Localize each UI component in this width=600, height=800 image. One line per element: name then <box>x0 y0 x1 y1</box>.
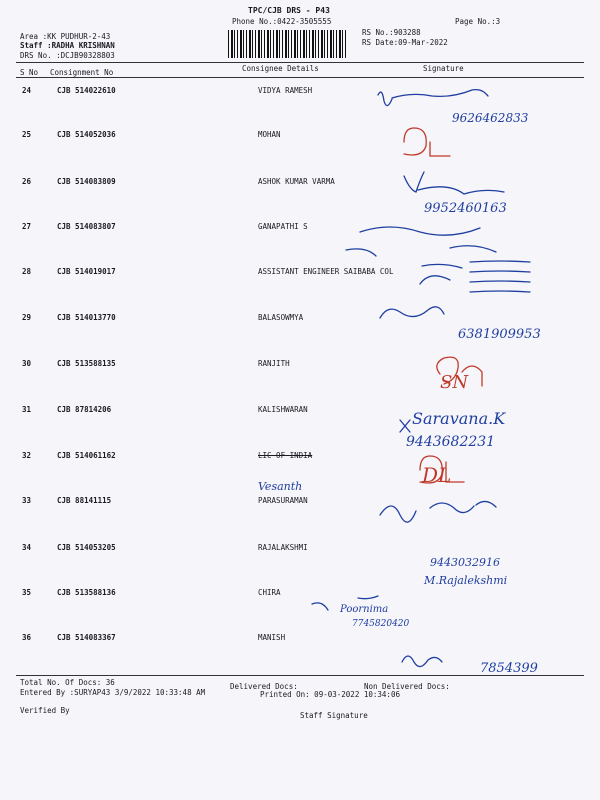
signature-stroke <box>378 90 488 106</box>
handwritten-name: M.Rajalekshmi <box>424 574 508 587</box>
rs-number: RS No.:903288 <box>362 28 421 37</box>
row-sno: 25 <box>22 130 32 139</box>
signature-stroke <box>404 172 504 194</box>
row-consignment: CJB 513588135 <box>57 359 116 368</box>
sheet-title: TPC/CJB DRS - P43 <box>248 6 330 15</box>
staff-signature: Staff Signature <box>300 711 368 720</box>
row-consignee: KALISHWARAN <box>258 405 308 414</box>
row-sno: 33 <box>22 496 32 505</box>
handwritten-phone: 9952460163 <box>424 201 507 216</box>
footer-rule <box>16 675 584 676</box>
row-consignment: CJB 514053205 <box>57 543 116 552</box>
row-consignee: MANISH <box>258 633 286 642</box>
row-consignment: CJB 513588136 <box>57 588 116 597</box>
row-sno: 28 <box>22 267 32 276</box>
row-sno: 24 <box>22 86 32 95</box>
rs-date: RS Date:09-Mar-2022 <box>362 38 448 47</box>
row-consignee: BALASOWMYA <box>258 313 304 322</box>
delivered-docs: Delivered Docs: <box>230 682 298 691</box>
handwritten-mark: SN <box>440 372 469 393</box>
row-consignment: CJB 87814206 <box>57 405 112 414</box>
verified-by: Verified By <box>20 706 70 715</box>
handwritten-phone: 9443682231 <box>406 434 496 450</box>
row-consignee: GANAPATHI S <box>258 222 308 231</box>
row-consignment: CJB 514019017 <box>57 267 116 276</box>
non-delivered-docs: Non Delivered Docs: <box>364 682 450 691</box>
entered-by: Entered By :SURYAP43 3/9/2022 10:33:48 AM <box>20 688 206 697</box>
row-consignment: CJB 88141115 <box>57 496 112 505</box>
handwritten-name: Poornima <box>340 604 389 615</box>
area-label: Area :KK PUDHUR-2-43 <box>20 32 111 41</box>
red-mark-stroke <box>404 128 450 156</box>
handwritten-phone: 6381909953 <box>458 327 541 342</box>
signature-stroke <box>400 420 410 432</box>
signature-stroke <box>380 501 496 522</box>
signature-stroke <box>380 307 444 318</box>
row-consignee: CHIRA <box>258 588 281 597</box>
row-sno: 26 <box>22 177 32 186</box>
col-signature: Signature <box>423 64 464 73</box>
row-consignee: LIC OF INDIA <box>258 451 313 460</box>
col-consignment: Consignment No <box>50 68 114 77</box>
row-consignee: PARASURAMAN <box>258 496 308 505</box>
row-consignment: CJB 514083367 <box>57 633 116 642</box>
row-consignment: CJB 514052036 <box>57 130 116 139</box>
row-consignment: CJB 514083809 <box>57 177 116 186</box>
row-consignee: MOHAN <box>258 130 281 139</box>
handwritten-mark: DL <box>422 463 452 487</box>
row-sno: 36 <box>22 633 32 642</box>
row-consignee: RAJALAKSHMI <box>258 543 308 552</box>
handwritten-phone: 7745820420 <box>352 619 410 629</box>
row-sno: 34 <box>22 543 32 552</box>
row-sno: 32 <box>22 451 32 460</box>
handwritten-phone: 7854399 <box>480 661 538 676</box>
row-consignment: CJB 514013770 <box>57 313 116 322</box>
page-number: Page No.:3 <box>455 17 501 26</box>
row-consignment: CJB 514083807 <box>57 222 116 231</box>
row-sno: 35 <box>22 588 32 597</box>
row-consignment: CJB 514022610 <box>57 86 116 95</box>
handwritten-name: Vesanth <box>258 480 303 493</box>
row-consignee: ASHOK KUMAR VARMA <box>258 177 335 186</box>
printed-on: Printed On: 09-03-2022 10:34:06 <box>260 690 400 699</box>
stamp-stroke <box>420 261 530 292</box>
drs-number: DRS No. :DCJB90328803 <box>20 51 115 60</box>
col-sno: S No <box>20 68 39 77</box>
total-docs: Total No. Of Docs: 36 <box>20 678 115 687</box>
row-consignee: RANJITH <box>258 359 290 368</box>
row-consignee: VIDYA RAMESH <box>258 86 313 95</box>
phone-number: Phone No.:0422-3505555 <box>232 17 332 26</box>
staff-label: Staff :RADHA KRISHNAN <box>20 41 115 50</box>
signature-stroke <box>402 656 442 667</box>
col-consignee: Consignee Details <box>242 64 319 73</box>
handwritten-name: Saravana.K <box>412 409 506 428</box>
row-sno: 29 <box>22 313 32 322</box>
row-sno: 30 <box>22 359 32 368</box>
handwritten-phone: 9443032916 <box>430 556 500 569</box>
row-consignee: ASSISTANT ENGINEER SAIBABA COL <box>258 267 394 276</box>
row-consignment: CJB 514061162 <box>57 451 116 460</box>
signature-stroke <box>346 227 496 256</box>
row-sno: 31 <box>22 405 32 414</box>
handwritten-phone: 9626462833 <box>452 111 529 125</box>
row-sno: 27 <box>22 222 32 231</box>
